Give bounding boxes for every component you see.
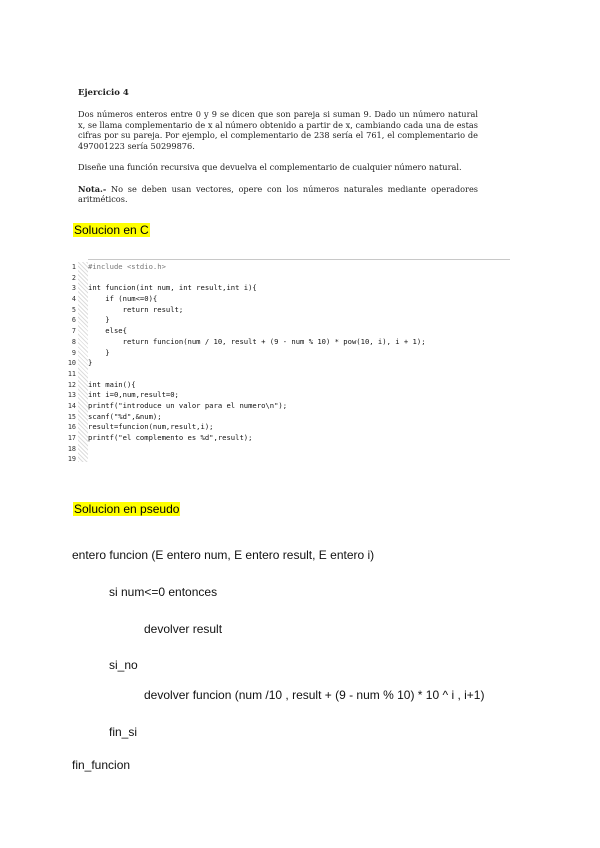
code-line-13: int i=0,num,result=0; <box>88 390 179 400</box>
code-line-11 <box>88 369 426 380</box>
code-line-18 <box>88 444 426 455</box>
line-number: 14 <box>67 401 76 410</box>
code-line-15: scanf("%d",&num); <box>88 411 162 421</box>
line-number: 19 <box>67 455 76 464</box>
code-line-9: } <box>88 347 110 357</box>
line-number: 1 <box>71 263 76 271</box>
pseudo-line-3: devolver result <box>144 622 223 636</box>
code-line-3: int funcion(int num, int result,int i){ <box>88 283 257 293</box>
note-text: No se deben usan vectores, opere con los números naturales mediante operadores aritméticos. <box>78 183 479 204</box>
exercise-paragraph-2: Diseñe una función recursiva que devuelva el complementario de cualquier número natural. <box>78 162 462 172</box>
line-number: 5 <box>71 305 76 314</box>
pseudo-line-7: fin_funcion <box>72 758 131 772</box>
code-line-12: int main(){ <box>88 379 136 389</box>
code-line-2 <box>88 273 426 284</box>
pseudo-line-1: entero funcion (E entero num, E entero result, E entero i) <box>72 548 375 562</box>
line-number-gutter <box>60 262 76 465</box>
exercise-title: Ejercicio 4 <box>78 88 129 98</box>
line-number: 8 <box>71 337 76 346</box>
code-line-8: return funcion(num / 10, result + (9 - num % 10) * pow(10, i), i + 1); <box>88 336 426 346</box>
line-number: 7 <box>71 327 76 336</box>
line-number: 3 <box>71 284 76 293</box>
heading-solution-pseudo-text: Solucion en pseudo <box>74 502 180 516</box>
code-line-14: printf("introduce un valor para el numero\n"); <box>88 400 288 410</box>
code-line-17: printf("el complemento es %d",result); <box>88 433 253 442</box>
fold-margin <box>78 262 88 462</box>
code-lines <box>88 262 426 465</box>
code-line-19 <box>88 454 426 465</box>
code-line-4: if (num<=0){ <box>88 294 158 304</box>
line-number: 4 <box>71 295 76 304</box>
line-number: 12 <box>67 380 76 389</box>
code-screenshot <box>60 259 510 465</box>
line-number: 16 <box>67 423 76 432</box>
heading-solution-c-text: Solucion en C <box>74 223 149 237</box>
line-number: 15 <box>67 412 76 421</box>
pseudo-line-5: devolver funcion (num /10 , result + (9 - num % 10) * 10 ^ i , i+1) <box>144 688 485 702</box>
pseudo-line-2: si num<=0 entonces <box>109 585 218 599</box>
line-number: 2 <box>71 273 76 282</box>
line-number: 10 <box>67 359 76 368</box>
line-number: 11 <box>67 369 76 378</box>
line-number: 18 <box>67 444 76 453</box>
code-line-10: } <box>88 358 93 368</box>
exercise-note <box>78 184 478 205</box>
code-top-border <box>88 259 510 260</box>
heading-solution-pseudo <box>73 500 180 518</box>
line-number: 13 <box>67 391 76 400</box>
heading-solution-c <box>73 221 150 239</box>
pseudo-line-6: fin_si <box>109 725 138 739</box>
code-line-16: result=funcion(num,result,i); <box>88 422 214 432</box>
pseudo-line-4: si_no <box>109 658 138 672</box>
code-line-1: #include <stdio.h> <box>88 262 166 271</box>
code-line-5: return result; <box>88 304 184 314</box>
line-number: 9 <box>71 348 76 357</box>
exercise-paragraph-1: Dos números enteros entre 0 y 9 se dicen que son pareja si suman 9. Dado un número natural x, se llama complementario de x al número obtenido a partir de x, cambiando cada una de estas cifras por su pareja. Por ejemplo, el complementario de 238 sería el 761, el complementario de 497001223 sería 50299876. <box>78 109 478 151</box>
code-line-7: else{ <box>88 326 127 336</box>
line-number: 6 <box>71 316 76 325</box>
line-number: 17 <box>67 434 76 442</box>
code-line-6: } <box>88 315 110 325</box>
note-label: Nota.- <box>78 183 107 194</box>
exercise-block <box>78 88 478 216</box>
